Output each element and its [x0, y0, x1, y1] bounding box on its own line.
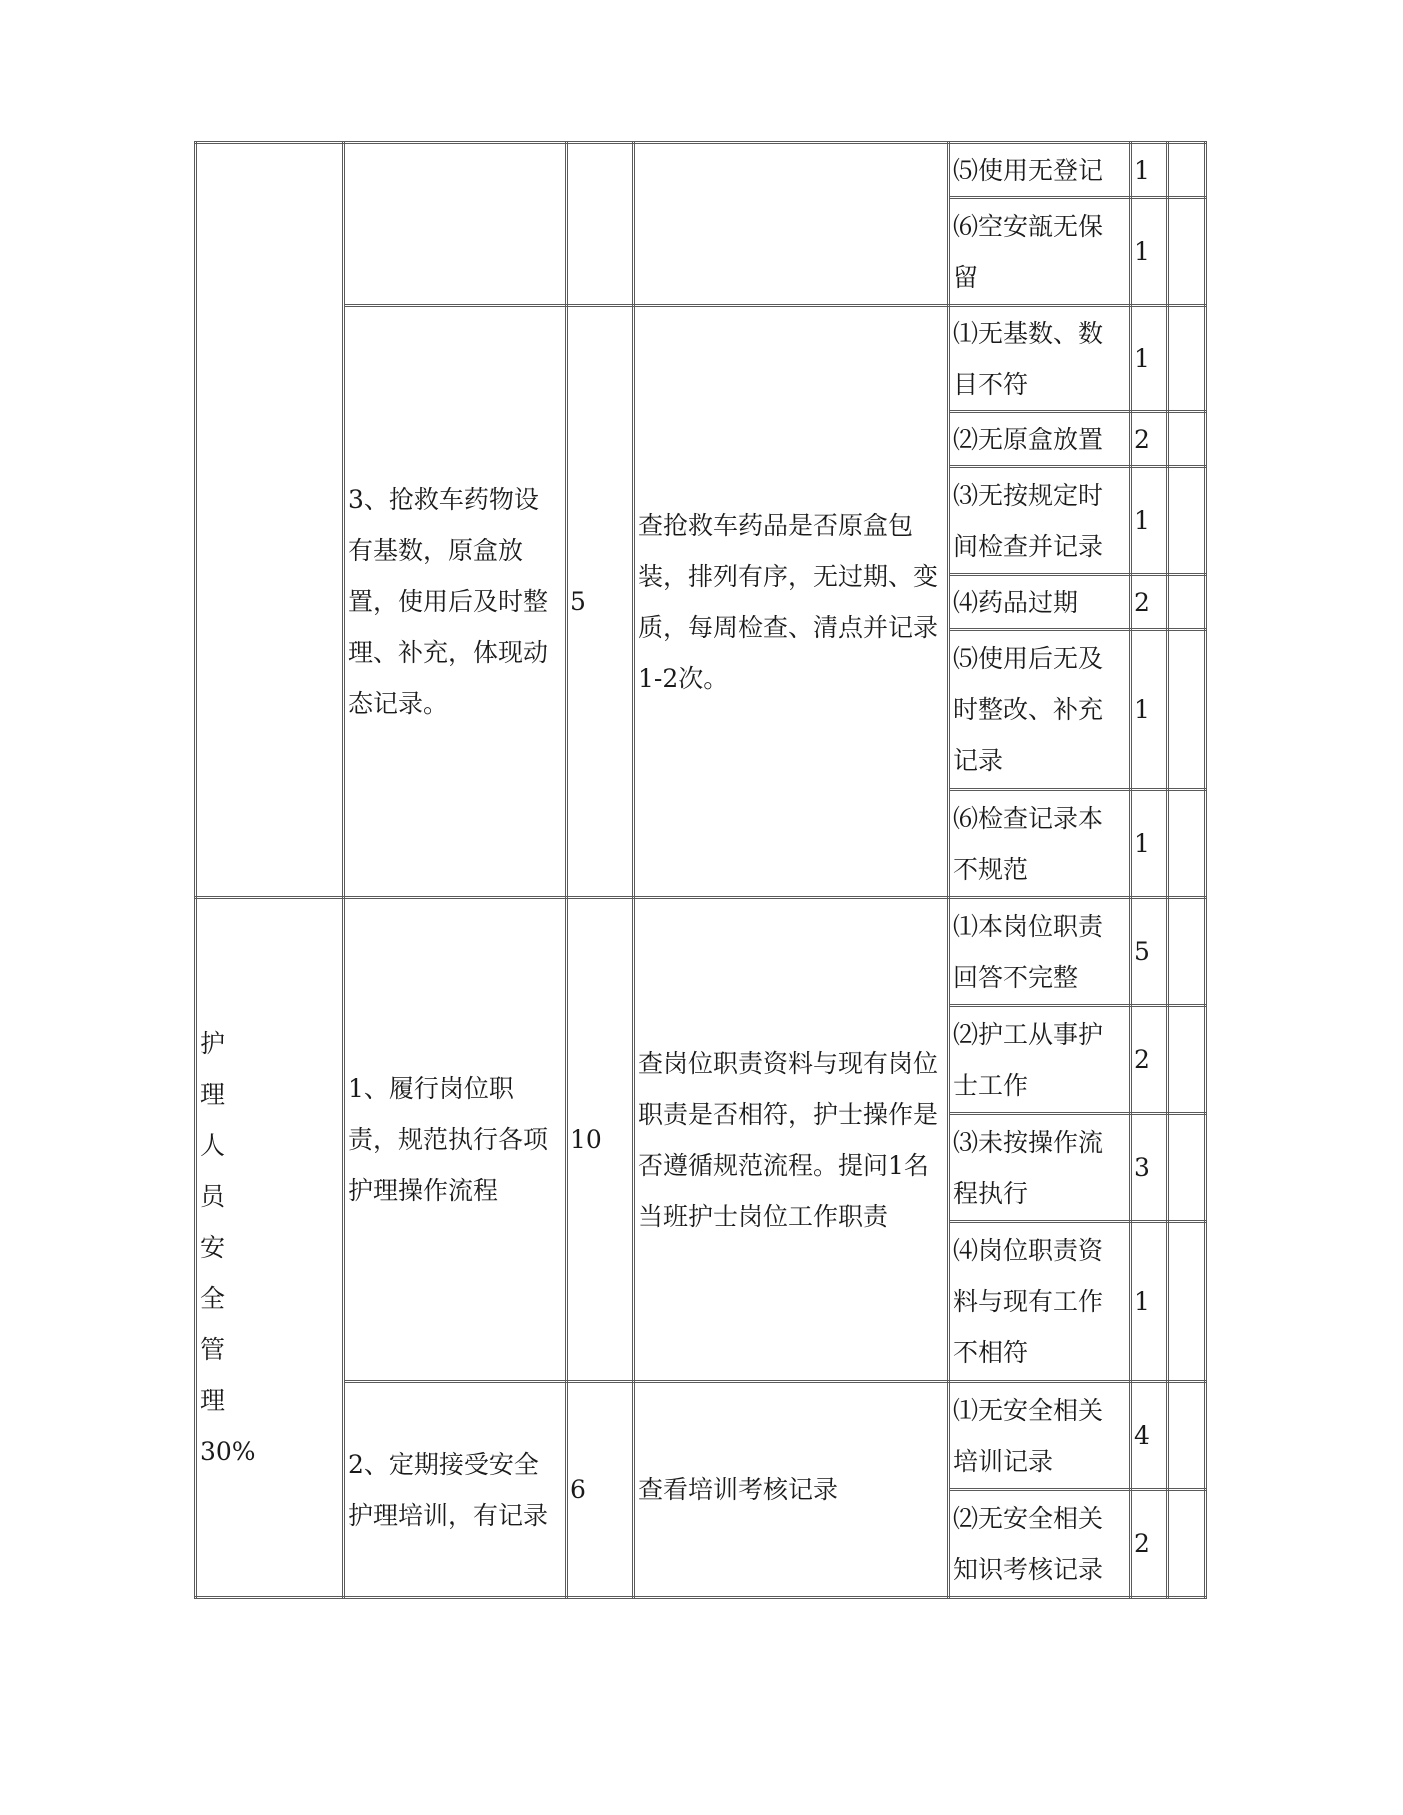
blank-cell [1168, 575, 1206, 630]
deduct-cell: 2 [1131, 575, 1168, 630]
category-char: 员 [200, 1182, 226, 1211]
deduct-cell: 1 [1131, 1222, 1168, 1382]
blank-cell [1168, 198, 1206, 306]
blank-cell [1168, 1490, 1206, 1598]
deduct-cell: 1 [1131, 306, 1168, 412]
deduct-cell: 3 [1131, 1114, 1168, 1222]
table-row [196, 143, 1206, 198]
category-char: 全 [200, 1284, 226, 1313]
method-cell: 查抢救车药品是否原盒包装，排列有序，无过期、变质，每周检查、清点并记录1-2次。 [634, 306, 949, 898]
reason-cell: ⑴无基数、数目不符 [949, 306, 1131, 412]
category-char: 理 [200, 1080, 226, 1109]
reason-cell: ⑶未按操作流程执行 [949, 1114, 1131, 1222]
reason-cell: ⑶无按规定时间检查并记录 [949, 467, 1131, 575]
table-row [196, 306, 1206, 412]
score-cell [567, 143, 634, 306]
table-row [196, 1382, 1206, 1490]
blank-cell [1168, 1382, 1206, 1490]
deduct-cell: 1 [1131, 198, 1168, 306]
deduct-cell: 1 [1131, 143, 1168, 198]
blank-cell [1168, 1222, 1206, 1382]
category-cell [196, 898, 344, 1598]
table-row [196, 898, 1206, 1006]
blank-cell [1168, 306, 1206, 412]
blank-cell [1168, 143, 1206, 198]
category-char: 30% [200, 1437, 256, 1466]
category-char: 安 [200, 1233, 226, 1262]
reason-cell: ⑷药品过期 [949, 575, 1131, 630]
reason-cell: ⑸使用后无及时整改、补充记录 [949, 630, 1131, 790]
score-cell: 5 [567, 306, 634, 898]
method-cell [634, 143, 949, 306]
deduct-cell: 1 [1131, 467, 1168, 575]
reason-cell: ⑹检查记录本不规范 [949, 790, 1131, 898]
blank-cell [1168, 467, 1206, 575]
reason-cell: ⑵护工从事护士工作 [949, 1006, 1131, 1114]
reason-cell: ⑵无安全相关知识考核记录 [949, 1490, 1131, 1598]
deduct-cell: 2 [1131, 1006, 1168, 1114]
category-cell-empty [196, 143, 344, 898]
blank-cell [1168, 630, 1206, 790]
deduct-cell: 1 [1131, 790, 1168, 898]
deduct-cell: 2 [1131, 1490, 1168, 1598]
item-cell: 2、定期接受安全护理培训，有记录 [344, 1382, 567, 1598]
score-cell: 6 [567, 1382, 634, 1598]
deduct-cell: 2 [1131, 412, 1168, 467]
method-cell: 查岗位职责资料与现有岗位职责是否相符，护士操作是否遵循规范流程。提问1名当班护士岗位工作职责 [634, 898, 949, 1382]
category-char: 人 [200, 1131, 226, 1160]
reason-cell: ⑴无安全相关培训记录 [949, 1382, 1131, 1490]
category-char: 管 [200, 1335, 226, 1364]
reason-cell: ⑴本岗位职责回答不完整 [949, 898, 1131, 1006]
blank-cell [1168, 1006, 1206, 1114]
item-cell [344, 143, 567, 306]
deduct-cell: 4 [1131, 1382, 1168, 1490]
deduct-cell: 1 [1131, 630, 1168, 790]
blank-cell [1168, 412, 1206, 467]
blank-cell [1168, 790, 1206, 898]
item-cell: 1、履行岗位职责，规范执行各项护理操作流程 [344, 898, 567, 1382]
blank-cell [1168, 898, 1206, 1006]
reason-cell: ⑵无原盒放置 [949, 412, 1131, 467]
score-cell: 10 [567, 898, 634, 1382]
item-cell: 3、抢救车药物设有基数，原盒放置，使用后及时整理、补充，体现动态记录。 [344, 306, 567, 898]
reason-cell: ⑹空安瓿无保留 [949, 198, 1131, 306]
reason-cell: ⑸使用无登记 [949, 143, 1131, 198]
reason-cell: ⑷岗位职责资料与现有工作不相符 [949, 1222, 1131, 1382]
blank-cell [1168, 1114, 1206, 1222]
evaluation-table [194, 141, 1207, 1599]
category-char: 护 [200, 1029, 226, 1058]
category-char: 理 [200, 1386, 226, 1415]
deduct-cell: 5 [1131, 898, 1168, 1006]
method-cell: 查看培训考核记录 [634, 1382, 949, 1598]
